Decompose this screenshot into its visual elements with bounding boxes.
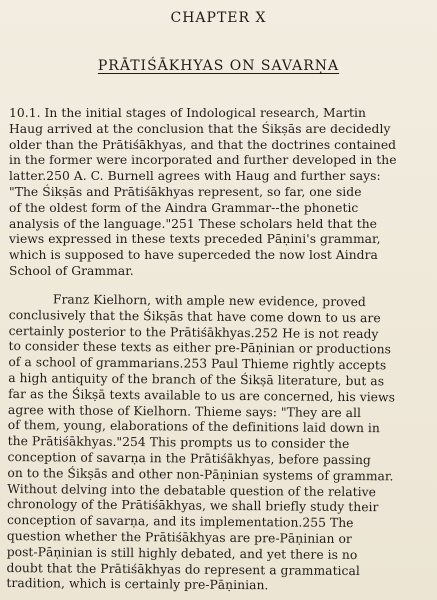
paragraph-line: conception of savarṇa in the Prātiśākhyas, before passing [7,449,371,468]
paragraph-line: Franz Kielhorn, with ample new evidence, proved [52,292,366,310]
paragraph-line: School of Grammar. [9,263,134,278]
paragraph-line: latter.250 A. C. Burnell agrees with Haug and further says: [9,169,381,184]
paragraph-line: conclusively that the Śikṣās that have come down to us are [8,307,381,326]
paragraph-line: "The Śikṣās and Prātiśākhyas represent, so far, one side [9,184,362,199]
paragraph-line: in the former were incorporated and further developed in the [9,153,397,168]
paragraph-line: Haug arrived at the conclusion that the Śikṣās are decidedly [9,121,391,136]
section-title-text: PRĀTIŚĀKHYAS ON SAVARṆA [97,58,340,74]
paragraph-line: post-Pāṇinian is still highly debated, and yet there is no [6,544,358,562]
paragraph-2 [6,292,427,596]
paragraph-line: analysis of the language."251 These scholars held that the [9,216,378,231]
paragraph-line: on to the Śikṣās and other non-Pāṇinian systems of grammar. [7,465,394,484]
paragraph-line: of them, young, elaborations of the definitions laid down in [7,418,380,436]
chapter-heading: CHAPTER X [170,10,267,26]
paragraph-line: which is supposed to have superceded the now lost Aindra [9,248,378,263]
paragraph-line: conception of savarṇa, and its implementation.255 The [6,513,354,531]
paragraph-line: a high antiquity of the branch of the Śikṣā literature, but as [8,370,385,389]
paragraph-line: to consider these texts as either pre-Pāṇinian or productions [8,339,392,357]
paragraph-line: agree with those of Kielhorn. Thieme says: "They are all [7,402,362,420]
paragraph-line: question whether the Prātiśākhyas are pre-Pāṇinian or [6,528,352,546]
paragraph-line: far as the Śikṣā texts available to us are concerned, his views [8,386,396,405]
paragraph-line: of a school of grammarians.253 Paul Thieme rightly accepts [8,355,387,373]
paragraph-line: Without delving into the debatable question of the relative [7,481,377,499]
paragraph-line: of the oldest form of the Aindra Grammar--the phonetic [9,200,359,215]
paragraph-line: the Prātiśākhyas."254 This prompts us to consider the [7,434,350,452]
paragraph-line: older than the Prātiśākhyas, and that the doctrines contained [9,137,397,152]
paragraph-1 [9,106,427,280]
paragraph-line: 10.1. In the initial stages of Indological research, Martin [9,106,366,120]
paragraph-line: views expressed in these texts preceded Pāṇini's grammar, [9,232,381,247]
paragraph-line: doubt that the Prātiśākhyas do represent a grammatical [6,560,360,578]
paragraph-line: chronology of the Prātiśākhyas, we shall briefly study their [7,497,379,515]
section-title [0,58,437,74]
paragraph-line: certainly posterior to the Prātiśākhyas.252 He is not ready [8,323,379,341]
paragraph-line: tradition, which is certainly pre-Pāṇinian. [6,576,269,593]
